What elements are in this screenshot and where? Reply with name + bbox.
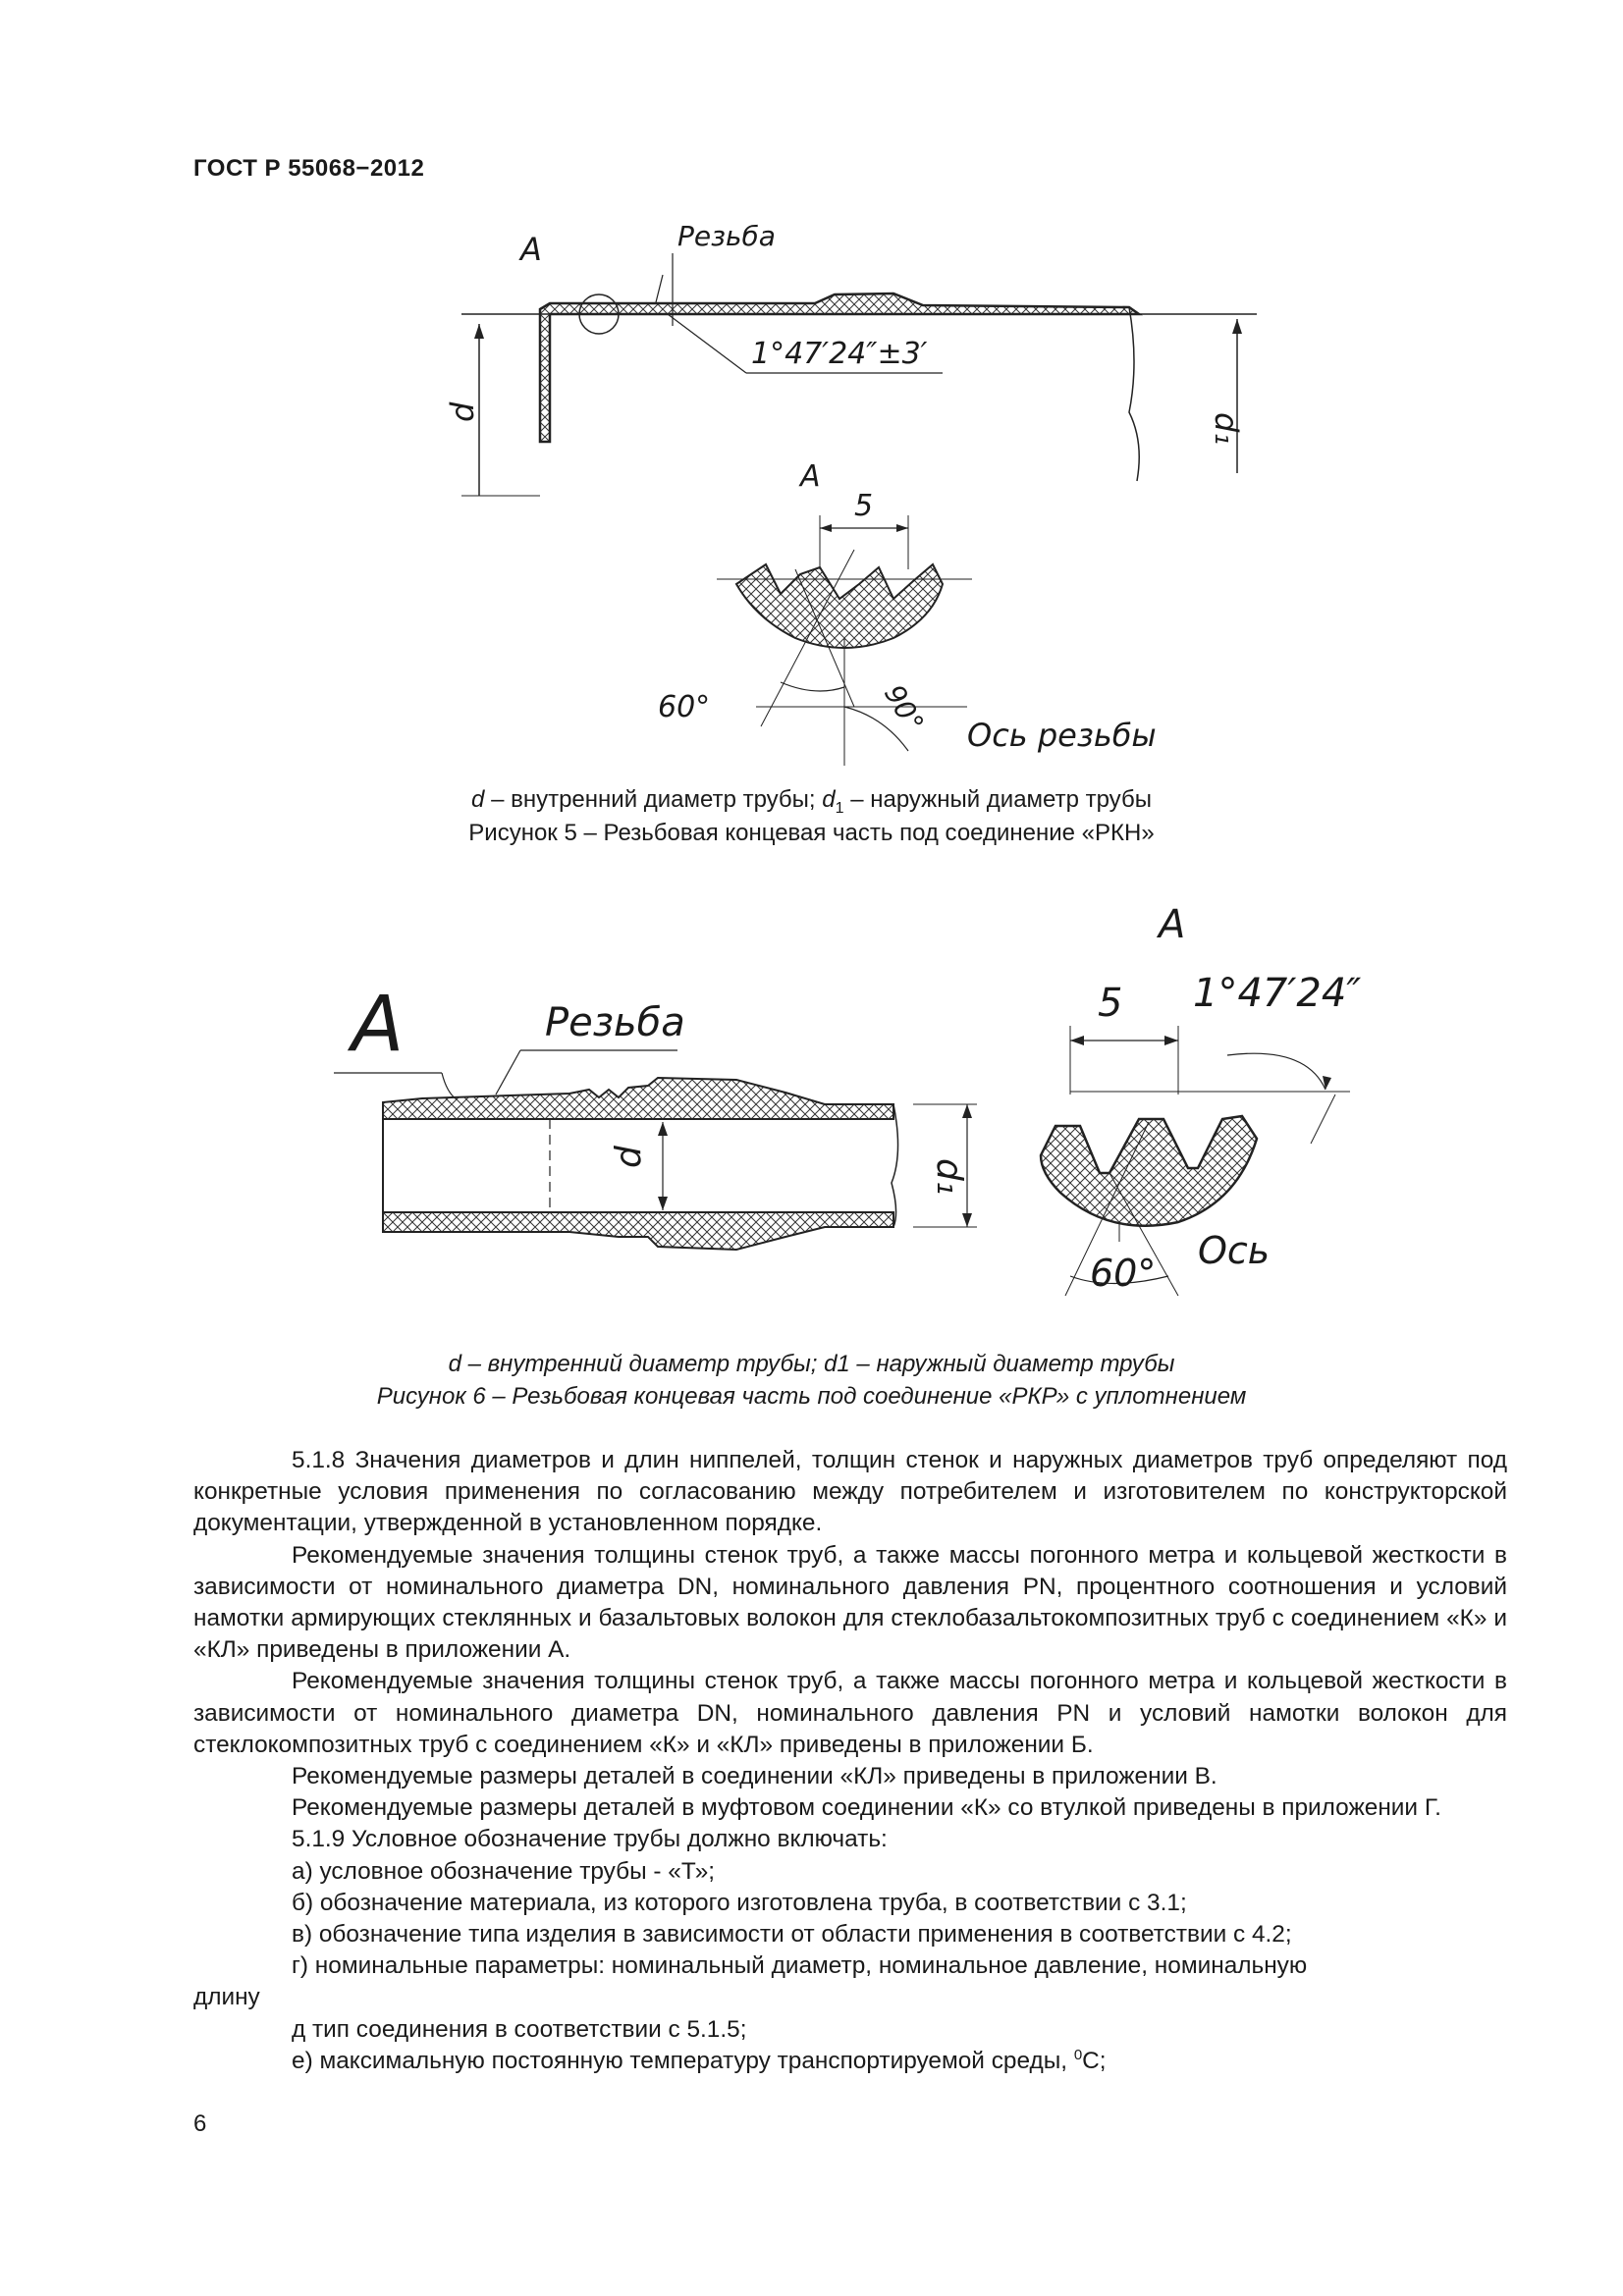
fig6-label-A: A [352, 981, 405, 1069]
page-number: 6 [193, 2110, 207, 2137]
fig5-legend-d1-text: – наружный диаметр трубы [843, 786, 1152, 813]
degree-superscript: 0 [1073, 2046, 1083, 2063]
figure-6-svg [324, 898, 1384, 1320]
figure-6-caption: Рисунок 6 – Резьбовая концевая часть под соединение «РКР» с уплотнением [376, 1383, 1247, 1410]
fig5-angle-60: 60° [658, 690, 711, 724]
document-header: ГОСТ Р 55068−2012 [193, 155, 425, 182]
list-item-text: е) максимальную постоянную температуру транспортируемой среды, [292, 2047, 1074, 2074]
fig6-thread-profile [1041, 1116, 1257, 1226]
figure-6-legend: d – внутренний диаметр трубы; d1 – наружный диаметр трубы [448, 1351, 1175, 1377]
fig5-legend-d: d [471, 786, 485, 813]
fig5-angle-90: 90° [877, 679, 931, 738]
fig6-detail-angle: 1°47′24″ [1193, 971, 1362, 1016]
fig6-axis-label: Ось [1198, 1229, 1271, 1272]
list-item: б) обозначение материала, из которого изготовлена труба, в соответствии с 3.1; [292, 1889, 1187, 1916]
fig5-label-angle: 1°47′24″±3′ [751, 337, 928, 371]
list-item-unit: С; [1082, 2047, 1107, 2074]
body-text [193, 1445, 1507, 2077]
fig5-axis-label: Ось резьбы [967, 717, 1157, 754]
paragraph-appendix-a: Рекомендуемые значения толщины стенок труб, а также массы погонного метра и кольцевой жесткости в зависимости от номинального диаметра DN, номинального давления PN, процентного соотношения и условий намотки армирующих стеклянных и базальтовых волокон для стеклобазальтокомпозитных труб с соединением «К» и «КЛ» приведены в приложении А. [193, 1541, 1507, 1664]
figure-5-drawing [422, 216, 1267, 775]
figure-5-caption: Рисунок 5 – Резьбовая концевая часть под соединение «РКН» [468, 820, 1155, 846]
fig5-label-d1: d₁ [1208, 412, 1245, 446]
fig5-detail-label-A: A [800, 459, 821, 494]
fig5-detail-pitch: 5 [854, 489, 874, 523]
fig6-label-d1: d₁ [929, 1158, 969, 1196]
fig5-legend-d-text: – внутренний диаметр трубы; [484, 786, 823, 813]
fig6-detail-pitch: 5 [1098, 981, 1123, 1026]
paragraph-5-1-8: 5.1.8 Значения диаметров и длин ниппелей, толщин стенок и наружных диаметров труб определяют под конкретные условия применения по согласованию между потребителем и изготовителем по конструкторской документации, утвержденной в установленном порядке. [193, 1447, 1507, 1537]
paragraph-appendix-g: Рекомендуемые размеры деталей в муфтовом соединении «К» со втулкой приведены в приложении Г. [292, 1794, 1441, 1822]
fig5-label-d: d [444, 401, 481, 422]
fig5-legend-d1: d [822, 786, 836, 813]
fig6-label-d: d [609, 1146, 649, 1168]
fig6-pipe-top-wall [383, 1078, 893, 1119]
paragraph-appendix-b: Рекомендуемые значения толщины стенок труб, а также массы погонного метра и кольцевой жесткости в зависимости от номинального диаметра DN, номинального давления PN и условий намотки волокон для стеклокомпозитных труб с соединением «К» и «КЛ» приведены в приложении Б. [193, 1668, 1507, 1758]
fig6-detail-label-A: A [1159, 902, 1186, 947]
list-item [193, 2046, 1507, 2077]
fig6-pipe-bottom-wall [383, 1212, 893, 1250]
figure-5-svg [422, 216, 1267, 775]
figure-6-drawing [324, 898, 1384, 1320]
list-item: а) условное обозначение трубы - «Т»; [292, 1857, 716, 1885]
list-item: в) обозначение типа изделия в зависимости от области применения в соответствии с 4.2; [292, 1921, 1292, 1949]
paragraph-appendix-v: Рекомендуемые размеры деталей в соединении «КЛ» приведены в приложении В. [292, 1763, 1217, 1790]
fig5-legend-d1-sub: 1 [835, 799, 844, 817]
paragraph-5-1-9: 5.1.9 Условное обозначение трубы должно включать: [292, 1826, 888, 1853]
list-item: д тип соединения в соответствии с 5.1.5; [292, 2015, 747, 2043]
fig5-label-A: A [520, 231, 542, 268]
fig6-label-thread: Резьба [545, 1000, 685, 1045]
list-item: г) номинальные параметры: номинальный диаметр, номинальное давление, номинальную [292, 1952, 1308, 1980]
list-item-continuation: длину [193, 1984, 260, 2011]
fig6-angle-60: 60° [1090, 1252, 1157, 1295]
fig5-break-line [1129, 307, 1139, 481]
fig5-label-thread: Резьба [677, 220, 776, 252]
